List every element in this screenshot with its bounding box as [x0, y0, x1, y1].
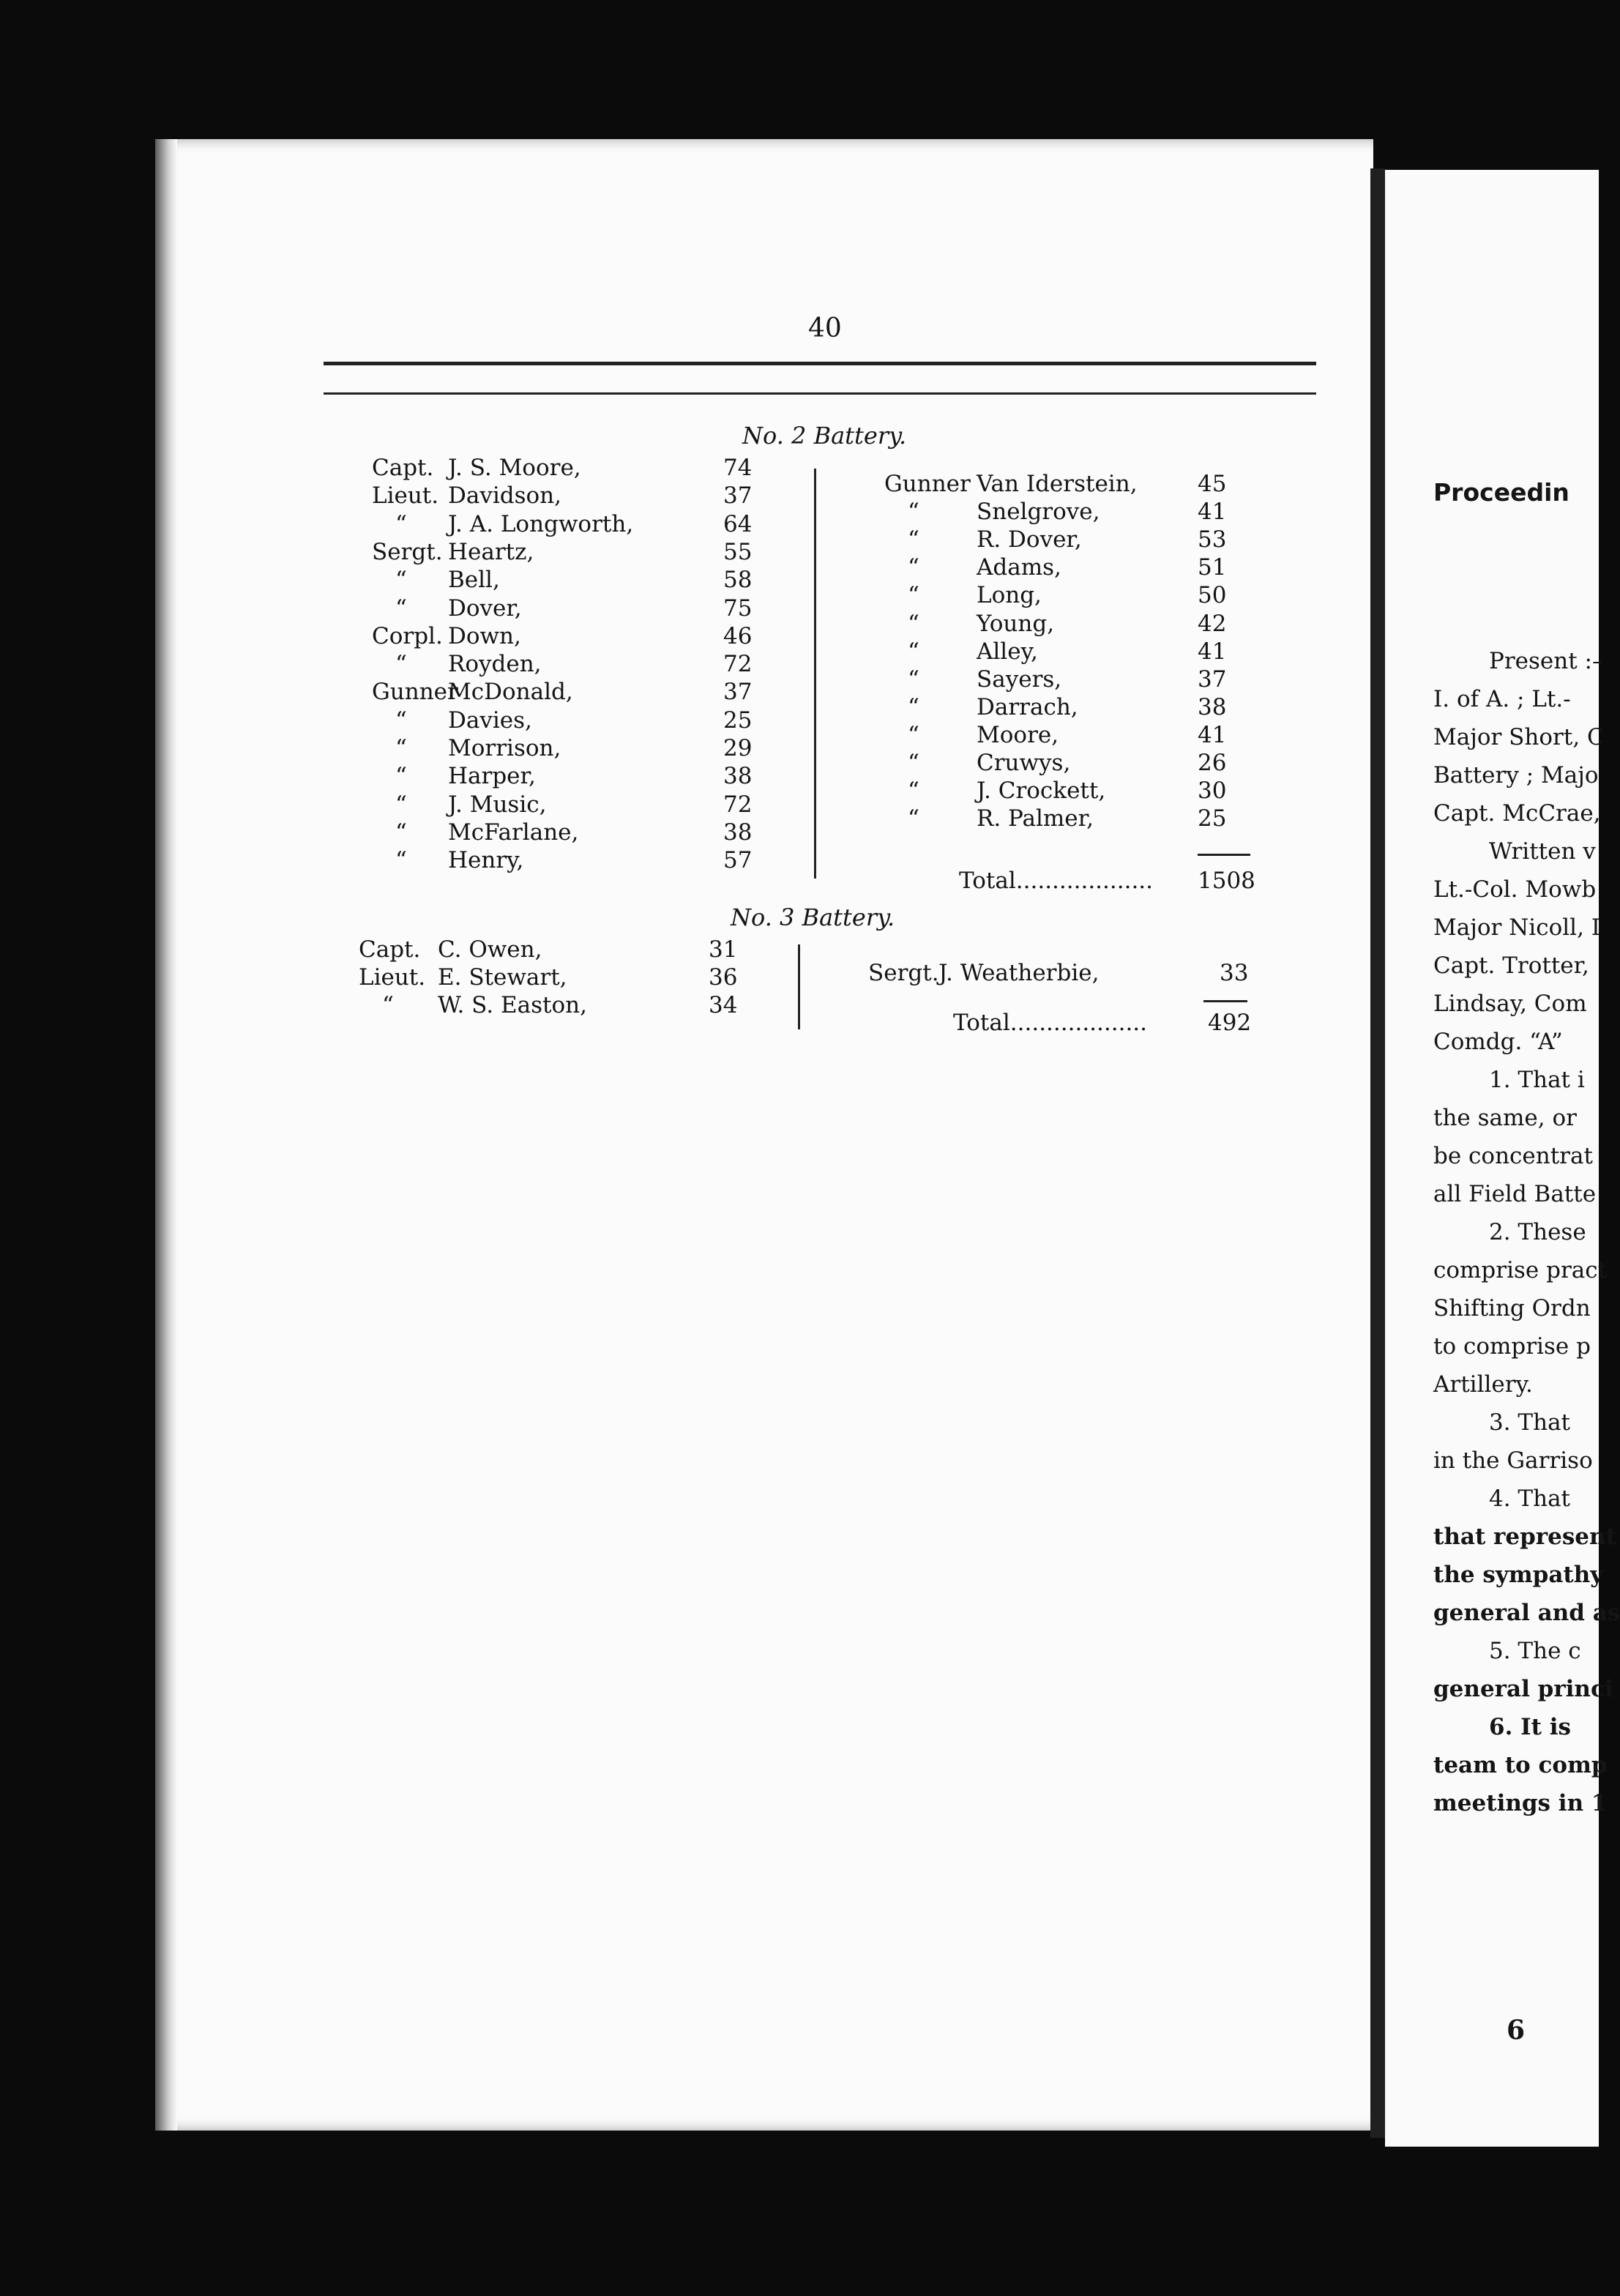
battery-3-total-label: Total................... [953, 1010, 1148, 1036]
battery-2-column-divider [814, 469, 816, 879]
roster-rank: “ [395, 791, 407, 818]
roster-name: Henry, [448, 847, 524, 874]
roster-rank: “ [908, 805, 919, 832]
roster-score: 25 [1198, 805, 1227, 832]
roster-rank: “ [908, 554, 919, 581]
right-page-line: 3. That [1489, 1409, 1571, 1436]
battery-3-total-value: 492 [1208, 1010, 1252, 1036]
roster-score: 57 [723, 847, 753, 874]
right-page-line: meetings in 1 [1433, 1790, 1608, 1816]
roster-name: Adams, [977, 554, 1061, 581]
roster-name: R. Palmer, [977, 805, 1094, 832]
roster-score: 30 [1198, 778, 1227, 805]
roster-rank: “ [395, 594, 407, 622]
right-page-line: general princi [1433, 1676, 1613, 1702]
roster-score: 72 [723, 791, 753, 818]
roster-name: Young, [977, 610, 1055, 637]
roster-score: 55 [723, 538, 753, 565]
roster-rank: “ [908, 526, 919, 554]
battery-3-heading: No. 3 Battery. [731, 903, 895, 931]
right-page-line: Major Nicoll, I [1433, 914, 1601, 941]
right-page-line: to comprise p [1433, 1333, 1591, 1360]
right-page-line: Major Short, C [1433, 724, 1605, 750]
roster-rank: “ [908, 666, 919, 693]
battery-2-total-value: 1508 [1198, 868, 1255, 894]
roster-name: Heartz, [448, 538, 534, 565]
roster-rank: “ [908, 750, 919, 776]
roster-score: 38 [723, 763, 753, 790]
roster-score: 33 [1220, 960, 1249, 986]
roster-rank: “ [395, 763, 407, 790]
header-rule-thick [324, 362, 1316, 365]
roster-name: Snelgrove, [977, 499, 1100, 526]
roster-name: C. Owen, [438, 936, 542, 963]
right-page-line: 5. The c [1489, 1638, 1581, 1664]
roster-score: 37 [1198, 666, 1227, 693]
right-page-number: 6 [1507, 2015, 1526, 2046]
roster-name: J. Crockett, [977, 778, 1106, 805]
roster-name: J. Music, [448, 791, 547, 818]
roster-name: Royden, [448, 651, 542, 678]
roster-score: 50 [1198, 582, 1227, 609]
roster-rank: “ [395, 819, 407, 846]
roster-name: Davidson, [448, 482, 561, 510]
right-page-line: general and as [1433, 1600, 1620, 1626]
roster-score: 29 [723, 735, 753, 761]
roster-name: J. S. Moore, [448, 455, 581, 481]
book-gutter [1370, 168, 1385, 2138]
roster-score: 42 [1198, 610, 1227, 637]
right-page-line: 2. These [1489, 1219, 1586, 1245]
roster-score: 31 [709, 936, 738, 963]
header-rule-thin [324, 392, 1316, 395]
roster-rank: Corpl. [372, 622, 443, 649]
roster-name: E. Stewart, [438, 964, 567, 991]
right-page-line: 4. That [1489, 1486, 1571, 1512]
right-page-line: Lindsay, Com [1433, 991, 1587, 1017]
roster-rank: “ [395, 510, 407, 537]
roster-score: 36 [709, 964, 738, 991]
battery-2-total-label: Total................... [959, 868, 1154, 894]
right-page-line: Battery ; Majo [1433, 762, 1599, 789]
roster-rank: “ [908, 721, 919, 748]
right-page-line: be concentrat [1433, 1143, 1593, 1169]
roster-name: Sayers, [977, 666, 1062, 693]
right-page-line: Shifting Ordn [1433, 1295, 1591, 1322]
roster-rank: “ [395, 735, 407, 761]
roster-rank: “ [395, 567, 407, 594]
right-page-line: that represent [1433, 1524, 1616, 1550]
battery-3-column-divider [798, 944, 800, 1029]
roster-score: 37 [723, 482, 753, 510]
roster-name: Alley, [977, 638, 1038, 665]
roster-rank: Lieut. [372, 482, 439, 510]
roster-rank: “ [908, 610, 919, 637]
right-page-line: 6. It is [1489, 1714, 1571, 1740]
roster-name: J. Weatherbie, [938, 960, 1100, 986]
roster-score: 64 [723, 510, 753, 537]
roster-score: 38 [1198, 693, 1227, 720]
roster-score: 58 [723, 567, 753, 594]
roster-name: McDonald, [448, 679, 573, 706]
roster-name: Long, [977, 582, 1042, 609]
roster-rank: “ [395, 847, 407, 874]
roster-rank: Capt. [372, 455, 434, 481]
roster-rank: Capt. [359, 936, 421, 963]
right-page-line: Comdg. “A” [1433, 1029, 1563, 1055]
roster-rank: “ [908, 693, 919, 720]
roster-rank: “ [395, 707, 407, 734]
left-page-number: 40 [808, 313, 842, 343]
roster-score: 75 [723, 594, 753, 622]
roster-rank: “ [908, 638, 919, 665]
roster-name: J. A. Longworth, [448, 510, 634, 537]
right-page-line: the same, or [1433, 1105, 1577, 1131]
roster-name: Bell, [448, 567, 500, 594]
right-page-line: team to comp [1433, 1752, 1608, 1778]
right-page-line: Artillery. [1433, 1371, 1533, 1398]
roster-name: Down, [448, 622, 521, 649]
roster-name: Cruwys, [977, 750, 1071, 776]
right-page-line: Lt.-Col. Mowb [1433, 876, 1597, 903]
right-page-line: in the Garriso [1433, 1447, 1593, 1474]
roster-name: Darrach, [977, 693, 1078, 720]
roster-name: Moore, [977, 721, 1059, 748]
roster-score: 46 [723, 622, 753, 649]
roster-score: 26 [1198, 750, 1227, 776]
right-page-line: I. of A. ; Lt.- [1433, 686, 1571, 712]
roster-rank: Sergt. [372, 538, 443, 565]
roster-name: Dover, [448, 594, 522, 622]
roster-score: 25 [723, 707, 753, 734]
roster-name: McFarlane, [448, 819, 579, 846]
roster-score: 34 [709, 992, 738, 1018]
roster-rank: “ [908, 499, 919, 526]
roster-rank: “ [908, 778, 919, 805]
roster-score: 38 [723, 819, 753, 846]
roster-name: Morrison, [448, 735, 561, 761]
roster-rank: “ [382, 992, 394, 1018]
right-page-line: Capt. McCrae, [1433, 800, 1601, 827]
roster-name: W. S. Easton, [438, 992, 587, 1018]
roster-name: Harper, [448, 763, 536, 790]
battery-2-heading: No. 2 Battery. [742, 422, 907, 450]
right-page-line: Present :– [1489, 648, 1604, 674]
roster-rank: Gunner [884, 471, 971, 497]
roster-rank: “ [395, 651, 407, 678]
roster-score: 41 [1198, 499, 1227, 526]
roster-rank: Sergt. [868, 960, 939, 986]
roster-name: R. Dover, [977, 526, 1082, 554]
right-page-line: comprise pract [1433, 1257, 1608, 1283]
right-page-line: the sympathy [1433, 1562, 1604, 1588]
battery-3-sum-rule [1203, 1000, 1247, 1002]
roster-name: Davies, [448, 707, 532, 734]
right-page-line: Capt. Trotter, [1433, 953, 1589, 979]
right-page-line: all Field Batte [1433, 1181, 1597, 1207]
left-page-edge [155, 139, 177, 2131]
roster-score: 51 [1198, 554, 1227, 581]
roster-score: 53 [1198, 526, 1227, 554]
roster-score: 72 [723, 651, 753, 678]
roster-score: 41 [1198, 638, 1227, 665]
roster-score: 41 [1198, 721, 1227, 748]
roster-rank: Gunner [372, 679, 458, 706]
right-page-line: Written v [1489, 838, 1596, 865]
roster-score: 45 [1198, 471, 1227, 497]
roster-score: 74 [723, 455, 753, 481]
roster-rank: Lieut. [359, 964, 426, 991]
battery-2-sum-rule [1198, 854, 1250, 856]
right-page-title: Proceedin [1433, 478, 1569, 507]
roster-name: Van Iderstein, [977, 471, 1138, 497]
roster-rank: “ [908, 582, 919, 609]
right-page-line: 1. That i [1489, 1067, 1585, 1093]
roster-score: 37 [723, 679, 753, 706]
